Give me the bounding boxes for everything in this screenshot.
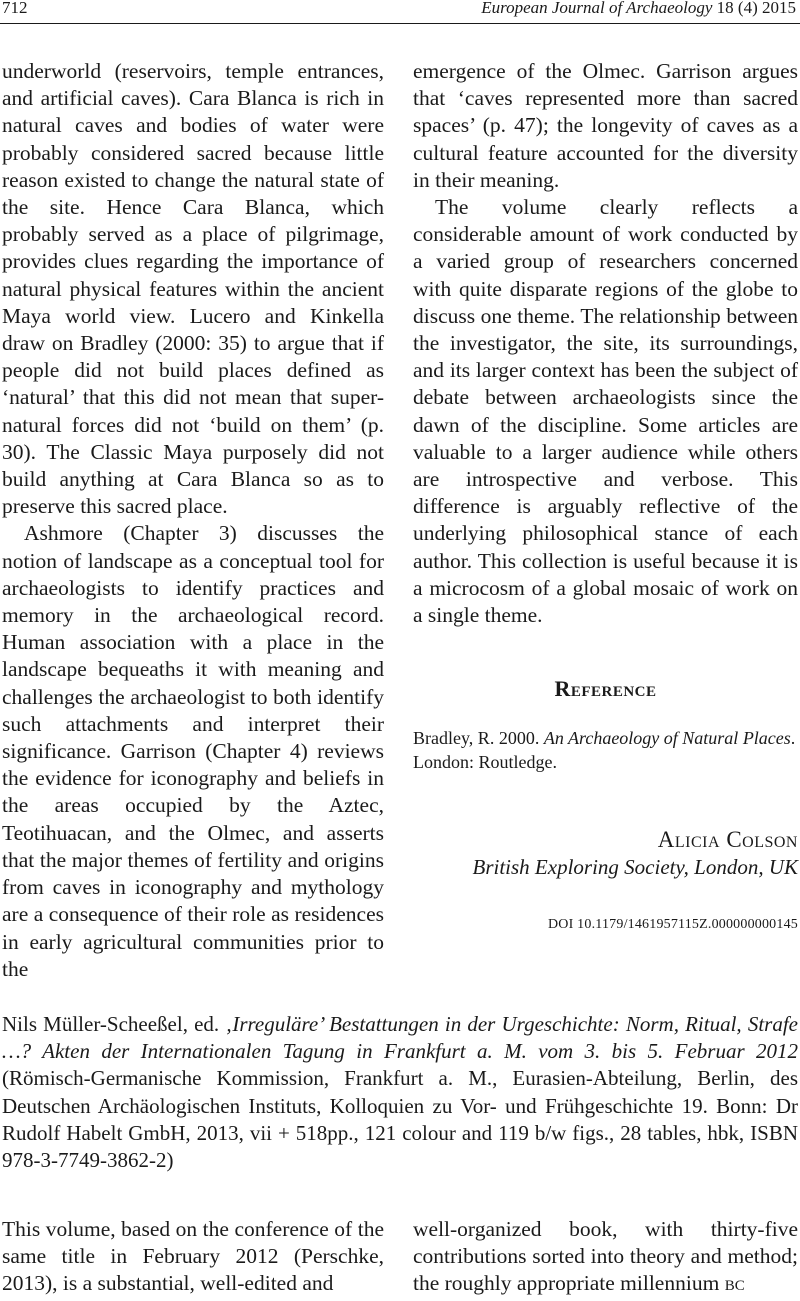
book-details: (Römisch-Germanische Kommission, Frankfurt a. M., Eurasien-Abteilung, Berlin, des Deutschen Archäologischen Instituts, Kolloquien zu Vor- und Frühgeschichte 19. Bonn: Dr Rudolf Habelt GmbH, 2013, vii + 518pp., 121 colour and 119 b/w figs., 28 tables, hbk, ISBN 978-3-7749-3862-2) bbox=[2, 1066, 798, 1173]
journal-citation bbox=[481, 0, 796, 18]
left-paragraph-2: Ashmore (Chapter 3) discusses the notion of landscape as a conceptual tool for archaeologists to identify practices and memory in the archaeological record. Human association with a place in the landscape bequeaths it with meaning and challenges the archaeologist to both identify such attachments and interpret their significance. Garrison (Chapter 4) reviews the evidence for iconography and beliefs in the areas occupied by the Aztec, Teotihuacan, and the Olmec, and asserts that the major themes of fertility and origins from caves in iconography and mythology are a consequence of their role as residences in early agricultural communities prior to the bbox=[2, 521, 384, 981]
reference-entry bbox=[413, 726, 798, 774]
reference-title: An Archaeology of Natural Places bbox=[543, 728, 791, 748]
right-paragraph-1: emergence of the Olmec. Garrison argues that ‘caves represented more than sacred spaces’ (p. 47); the longevity of caves as a cultural feature accounted for the diversity in their meaning. bbox=[413, 59, 798, 192]
reference-publisher: . London: Routledge. bbox=[413, 728, 796, 772]
review-affiliation: British Exploring Society, London, UK bbox=[472, 855, 798, 879]
journal-issue: 18 (4) 2015 bbox=[716, 0, 796, 17]
book-title: ‚Irreguläre’ Bestattungen in der Urgeschichte: Norm, Ritual, Strafe …? Akten der Internationalen Tagung in Frankfurt a. M. vom 3. bis 5. Februar 2012 bbox=[2, 1012, 798, 1064]
journal-title: European Journal of Archaeology bbox=[481, 0, 713, 17]
left-paragraph-1: underworld (reservoirs, temple entrances, and artificial caves). Cara Blanca is rich in natural caves and bodies of water were probably considered sacred because little reason existed to change the natural state of the site. Hence Cara Blanca, which probably served as a place of pilgrimage, provides clues regarding the importance of natural physical features within the ancient Maya world view. Lucero and Kinkella draw on Bradley (2000: 35) to argue that if people did not build places defined as ‘natural’ that this did not mean that super-natural forces did not ‘build on them’ (p. 30). The Classic Maya purposely did not build anything at Cara Blanca so as to preserve this sacred place. bbox=[2, 59, 384, 519]
book-citation bbox=[2, 1011, 798, 1174]
reference-author: Bradley, R. 2000. bbox=[413, 728, 540, 748]
review-author: Alicia Colson bbox=[657, 827, 798, 852]
next-review-right bbox=[413, 1216, 798, 1298]
page-number: 712 bbox=[2, 0, 28, 17]
right-column bbox=[413, 58, 798, 629]
left-column bbox=[2, 58, 384, 983]
references-heading: Reference bbox=[554, 676, 657, 701]
header-rule bbox=[0, 23, 800, 24]
book-editor: Nils Müller-Scheeßel, ed. bbox=[2, 1012, 220, 1036]
bc-abbrev: bc bbox=[724, 1271, 745, 1296]
next-review-right-text: well-organized book, with thirty-five contributions sorted into theory and method; the roughly appropriate millennium bbox=[413, 1217, 798, 1296]
doi: DOI 10.1179/1461957115Z.000000000145 bbox=[548, 917, 798, 932]
next-review-left: This volume, based on the conference of the same title in February 2012 (Perschke, 2013), is a substantial, well-edited and bbox=[2, 1217, 384, 1296]
running-header bbox=[0, 0, 800, 24]
right-paragraph-2: The volume clearly reflects a considerable amount of work conducted by a varied group of researchers concerned with quite disparate regions of the globe to discuss one theme. The relationship between the investigator, the site, its surroundings, and its larger context has been the subject of debate between archaeologists since the dawn of the discipline. Some articles are valuable to a larger audience while others are introspective and verbose. This difference is arguably reflective of the underlying philosophical stance of each author. This collection is useful because it is a microcosm of a global mosaic of work on a single theme. bbox=[413, 195, 798, 628]
